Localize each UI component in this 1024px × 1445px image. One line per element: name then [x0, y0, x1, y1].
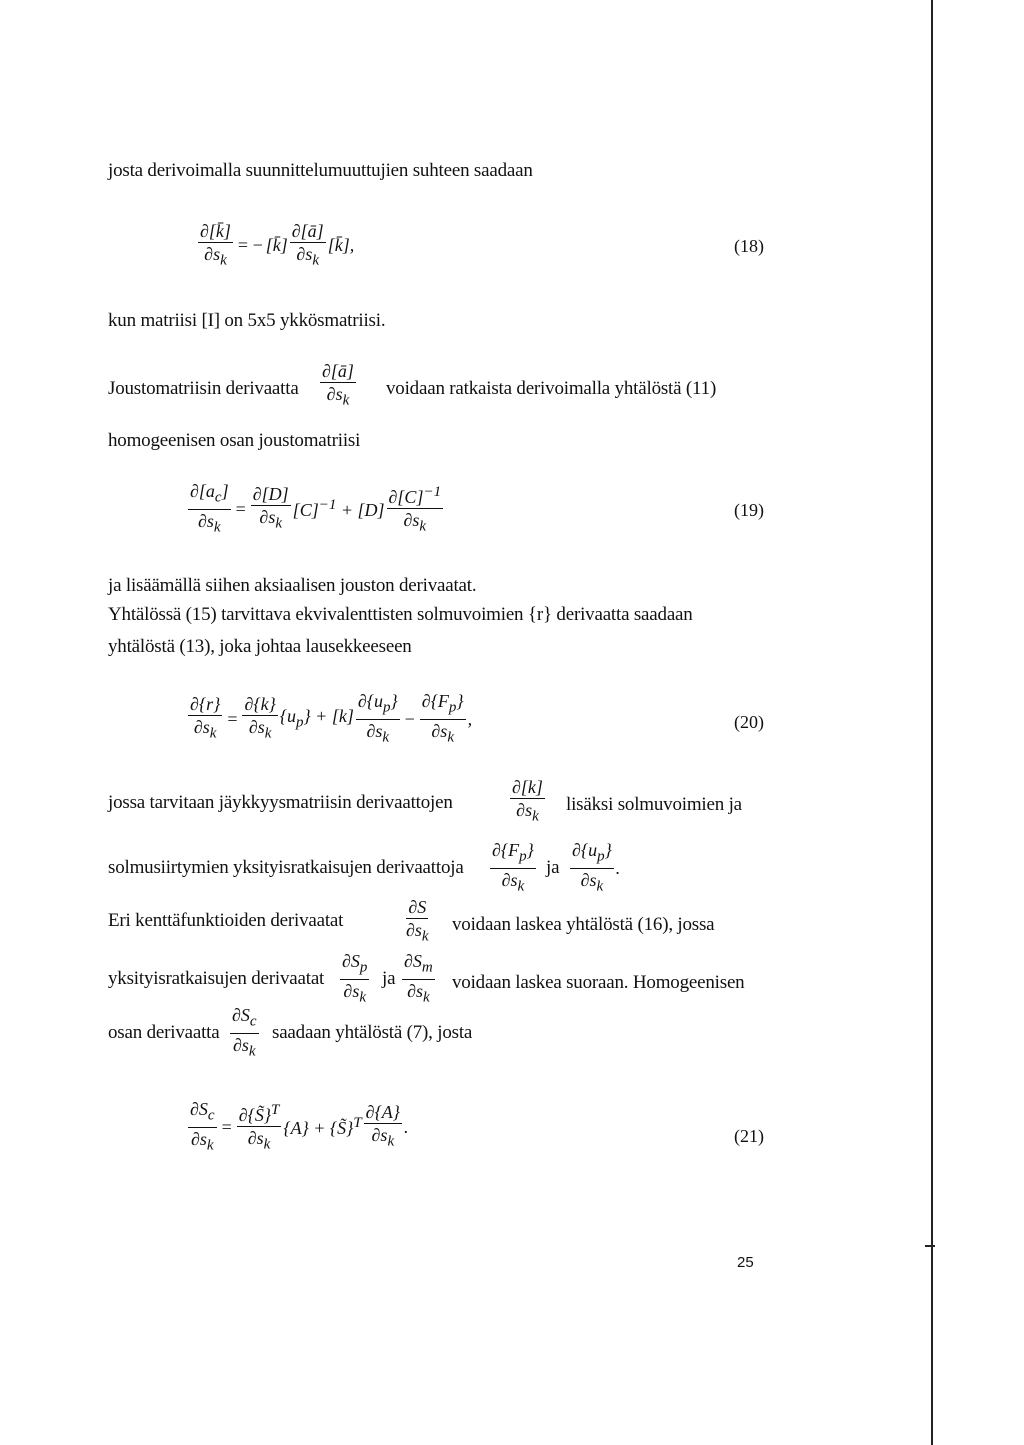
equation-20: $\frac{\partial\{r\}}{\partial s_k}$ = $\frac{\partial\{k\}}{\partial s_k}$ $\{u_p\} + [k]$ $\frac{\partial\{u_p\}}{\partial s_k}$ − $\frac{\partial\{F_p\}}{\partial s_k}$ ,	[190, 691, 473, 746]
text-line-4: ja lisäämällä siihen aksiaalisen jouston derivaatat.	[108, 575, 477, 596]
text-line-11a: osan derivaatta	[108, 1022, 220, 1043]
equation-number-18: (18)	[734, 236, 764, 256]
text-line-7b: lisäksi solmuvoimien ja	[566, 794, 742, 815]
equation-number-21: (21)	[734, 1126, 764, 1146]
text-line-10c: voidaan laskea suoraan. Homogeenisen	[452, 972, 745, 993]
equation-number-20: (20)	[734, 712, 764, 732]
text-line-3b: voidaan ratkaista derivoimalla yhtälöstä (11)	[386, 378, 717, 399]
inline-derivative-fp: $\frac{\partial\{F_p\}}{\partial s_k}$	[492, 840, 534, 895]
text-line-1: josta derivoimalla suunnittelumuuttujien suhteen saadaan	[108, 160, 533, 181]
inline-derivative-s: $\frac{\partial S}{\partial s_k}$	[406, 897, 429, 945]
inline-derivative-up: $\frac{\partial\{u_p\}}{\partial s_k}$ .	[572, 840, 621, 895]
text-line-10a: yksityisratkaisujen derivaatat	[108, 968, 325, 989]
text-line-3c: homogeenisen osan joustomatriisi	[108, 430, 361, 451]
equation-19: $\frac{\partial[a_c]}{\partial s_k}$ = $\frac{\partial[D]}{\partial s_k}$ $[C]^{-1} + [D]$ $\frac{\partial[C]^{-1}}{\partial s_k}$	[190, 481, 442, 536]
text-line-2: kun matriisi [I] on 5x5 ykkösmatriisi.	[108, 310, 386, 331]
page-number: 25	[737, 1254, 754, 1271]
text-line-8b: ja	[546, 857, 560, 878]
inline-derivative-a: $\frac{\partial[ā]}{\partial s_k}$	[322, 361, 354, 409]
text-line-5: Yhtälössä (15) tarvittava ekvivalenttisten solmuvoimien {r} derivaatta saadaan	[108, 604, 693, 625]
equation-number-19: (19)	[734, 500, 764, 520]
inline-derivative-sp: $\frac{\partial S_p}{\partial s_k}$	[342, 951, 368, 1006]
page-edge-rule	[931, 0, 933, 1445]
text-line-11b: saadaan yhtälöstä (7), josta	[272, 1022, 473, 1043]
text-line-3a: Joustomatriisin derivaatta	[108, 378, 299, 399]
text-line-6: yhtälöstä (13), joka johtaa lausekkeeseen	[108, 636, 412, 657]
inline-derivative-sm: $\frac{\partial S_m}{\partial s_k}$	[404, 951, 433, 1006]
text-line-10b: ja	[382, 968, 396, 989]
text-line-8a: solmusiirtymien yksityisratkaisujen derivaattoja	[108, 857, 464, 878]
text-line-9a: Eri kenttäfunktioiden derivaatat	[108, 910, 344, 931]
inline-derivative-sc: $\frac{\partial S_c}{\partial s_k}$	[232, 1005, 257, 1060]
inline-derivative-k: $\frac{\partial[k]}{\partial s_k}$	[512, 777, 543, 825]
equation-21: $\frac{\partial S_c}{\partial s_k}$ = $\frac{\partial\{S̃\}^T}{\partial s_k}$ {A} + {S̃}$^T$ $\frac{\partial\{A\}}{\partial s_k}$ .	[190, 1099, 409, 1154]
equation-18: $\frac{\partial[k̄]}{\partial s_k}$ = − [k̄] $\frac{\partial[ā]}{\partial s_k}$ [k̄],	[200, 221, 355, 269]
page-edge-tick	[925, 1245, 935, 1247]
text-line-7a: jossa tarvitaan jäykkyysmatriisin derivaattojen	[108, 792, 453, 813]
text-line-9b: voidaan laskea yhtälöstä (16), jossa	[452, 914, 715, 935]
